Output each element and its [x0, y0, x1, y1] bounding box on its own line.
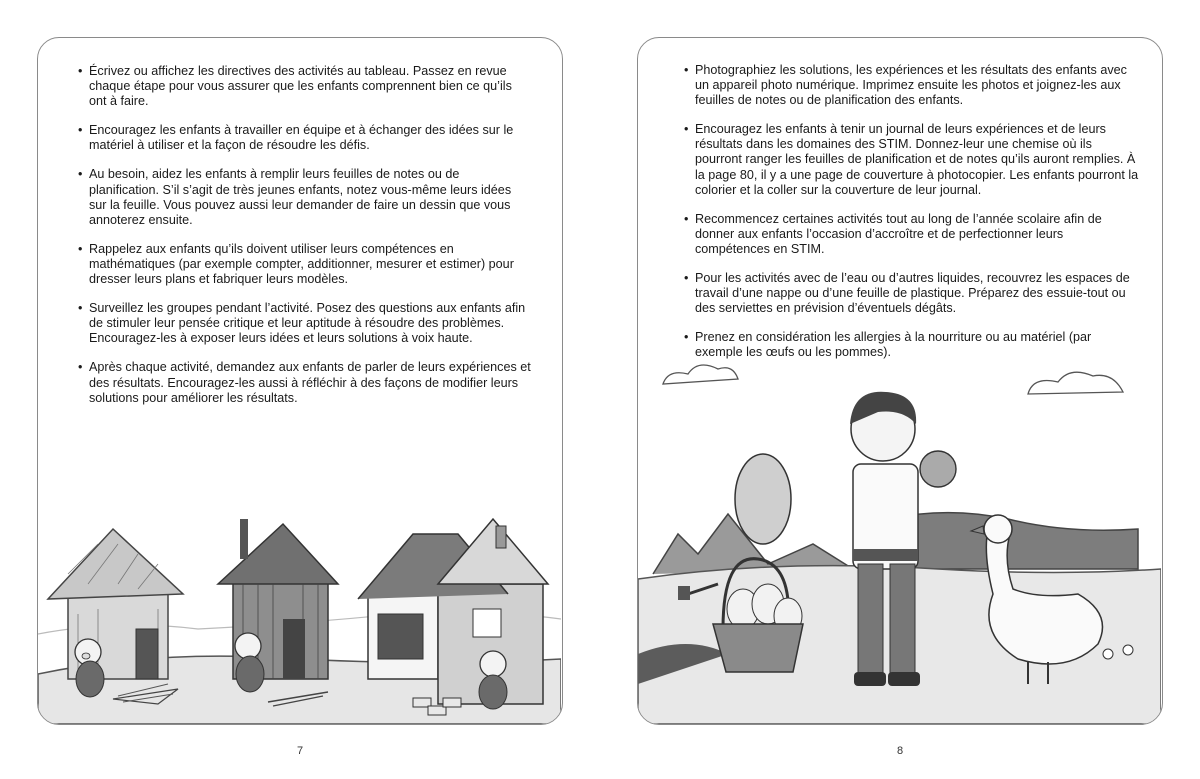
stick-house-icon — [218, 519, 338, 679]
page-number: 8 — [896, 745, 904, 757]
boy-goose-eggs-illustration — [638, 354, 1161, 724]
bullet-item: • Au besoin, aidez les enfants à remplir leurs feuilles de notes ou de planification. S’il s’agit de très jeunes enfants, notez vous-même leurs idées sur la feuille. Vous pouvez aussi leur demander de faire un dessin que vous annoterez ensuite. — [78, 167, 532, 227]
bullet-item: • Encouragez les enfants à travailler en équipe et à échanger des idées sur le matériel à utiliser et la façon de résoudre les défis. — [78, 123, 532, 153]
bullet-item: • Encouragez les enfants à tenir un journal de leurs expériences et de leurs résultats dans les domaines des STIM. Donnez-leur une chemise où ils pourront ranger les feuilles de planification et de notes qu’ils auront remplies. À la page 80, il y a une page de couverture à photocopier. Les enfants pourront la colorier et la coller sur la couverture de leur journal. — [684, 122, 1140, 197]
cloud-icon — [1028, 372, 1123, 394]
left-page — [37, 37, 563, 725]
bullet-item: • Surveillez les groupes pendant l’activité. Posez des questions aux enfants afin de stimuler leur pensée critique et leur aptitude à résoudre des problèmes. Encouragez-les à exposer leurs idées et leurs solutions à voix haute. — [78, 301, 532, 346]
pig-icon — [235, 633, 264, 692]
right-page — [637, 37, 1163, 725]
straw-house-icon — [48, 529, 183, 679]
brick-house-icon — [358, 519, 548, 704]
left-bullet-list — [78, 64, 532, 420]
cloud-icon — [663, 365, 738, 384]
page-number: 7 — [296, 745, 304, 757]
bullet-item: • Écrivez ou affichez les directives des activités au tableau. Passez en revue chaque étape pour vous assurer que les enfants comprennent bien ce qu’ils ont à faire. — [78, 64, 532, 109]
pig-icon — [479, 651, 507, 709]
bullet-item: • Pour les activités avec de l’eau ou d’autres liquides, recouvrez les espaces de travail d’une nappe ou d’une feuille de plastique. Préparez des essuie-tout ou des serviettes en prévision d’éventuels dégâts. — [684, 271, 1140, 316]
right-bullet-list — [684, 63, 1140, 375]
bullet-item: • Après chaque activité, demandez aux enfants de parler de leurs expériences et des résultats. Encouragez-les aussi à réfléchir à des façons de modifier leurs solutions pour améliorer les résultats. — [78, 360, 532, 405]
bullet-item: • Prenez en considération les allergies à la nourriture ou au matériel (par exemple les œufs ou les pommes). — [684, 330, 1140, 360]
bullet-item: • Photographiez les solutions, les expériences et les résultats des enfants avec un appareil photo numérique. Imprimez ensuite les photos et joignez-les aux feuilles de notes ou de planification des enfants. — [684, 63, 1140, 108]
bullet-item: • Recommencez certaines activités tout au long de l’année scolaire afin de donner aux enfants l’occasion d’accroître et de perfectionner leurs compétences en STIM. — [684, 212, 1140, 257]
pig-icon — [75, 639, 104, 697]
bullet-item: • Rappelez aux enfants qu’ils doivent utiliser leurs compétences en mathématiques (par exemple compter, additionner, mesurer et estimer) pour dresser leurs plans et fabriquer leurs modèles. — [78, 242, 532, 287]
three-little-pigs-illustration — [38, 434, 561, 724]
